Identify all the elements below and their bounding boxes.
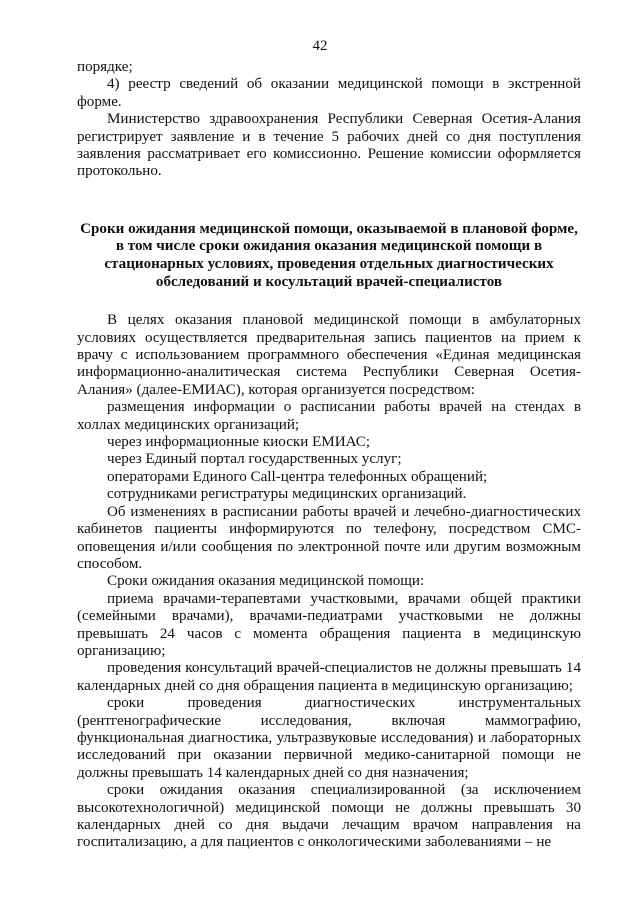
- paragraph-list-item: сотрудниками регистратуры медицинских организаций.: [107, 486, 467, 503]
- paragraph-schedule-changes: Об изменениях в расписании работы врачей и лечебно-диагностических кабинетов пациенты информируются по телефону, посредством СМС-оповещения и/или сообщения по электронной почте или другим возможным способом.: [77, 503, 581, 572]
- paragraph-list-item: через Единый портал государственных услуг;: [107, 451, 402, 468]
- page-number: 42: [312, 38, 328, 54]
- heading-spacer: [77, 291, 581, 312]
- paragraph-continuation: порядке;: [77, 59, 133, 75]
- paragraph-registry-item: 4) реестр сведений об оказании медицинской помощи в экстренной форме.: [77, 76, 581, 110]
- paragraph-emias-intro: В целях оказания плановой медицинской помощи в амбулаторных условиях осуществляется предварительная запись пациентов на прием к врачу с использованием программного обеспечения «Единая медицинская информационно-аналитическая система Республики Северная Осетия-Алания» (далее-ЕМИАС), которая организуется посредством:: [77, 312, 581, 398]
- paragraph-list-item: приема врачами-терапевтами участковыми, врачами общей практики (семейными врачами), врачами-педиатрами участковыми не должны превышать 24 часов с момента обращения пациента в медицинскую организацию;: [77, 590, 581, 659]
- paragraph-list-item: сроки ожидания оказания специализированной (за исключением высокотехнологичной) медицинской помощи не должны превышать 30 календарных дней со дня выдачи лечащим врачом направления на госпитализацию, а для пациентов с онкологическими заболеваниями – не: [77, 782, 581, 851]
- paragraph-list-item: через информационные киоски ЕМИАС;: [107, 434, 371, 451]
- document-body: [77, 59, 581, 852]
- paragraph-list-item: проведения консультаций врачей-специалистов не должны превышать 14 календарных дней со дня обращения пациента в медицинскую организацию;: [77, 660, 581, 694]
- paragraph-waiting-times-intro: Сроки ожидания оказания медицинской помощи:: [107, 573, 425, 590]
- paragraph-list-item: размещения информации о расписании работы врачей на стендах в холлах медицинских организаций;: [77, 399, 581, 433]
- paragraph-list-item: операторами Единого Call-центра телефонных обращений;: [107, 468, 488, 485]
- section-heading: Сроки ожидания медицинской помощи, оказываемой в плановой форме, в том числе сроки ожидания оказания медицинской помощи в стационарных условиях, проведения отдельных диагностических обследований и косультаций врачей-специалистов: [80, 220, 578, 290]
- paragraph-ministry-registration: Министерство здравоохранения Республики Северная Осетия-Алания регистрирует заявление и в течение 5 рабочих дней со дня поступления заявления рассматривает его комиссионно. Решение комиссии оформляется протокольно.: [77, 111, 581, 180]
- paragraph-list-item: сроки проведения диагностических инструментальных (рентгенографические исследования, включая маммографию, функциональная диагностика, ультразвуковые исследования) и лабораторных исследований при оказании первичной медико-санитарной помощи не должны превышать 14 календарных дней со дня назначения;: [77, 695, 581, 781]
